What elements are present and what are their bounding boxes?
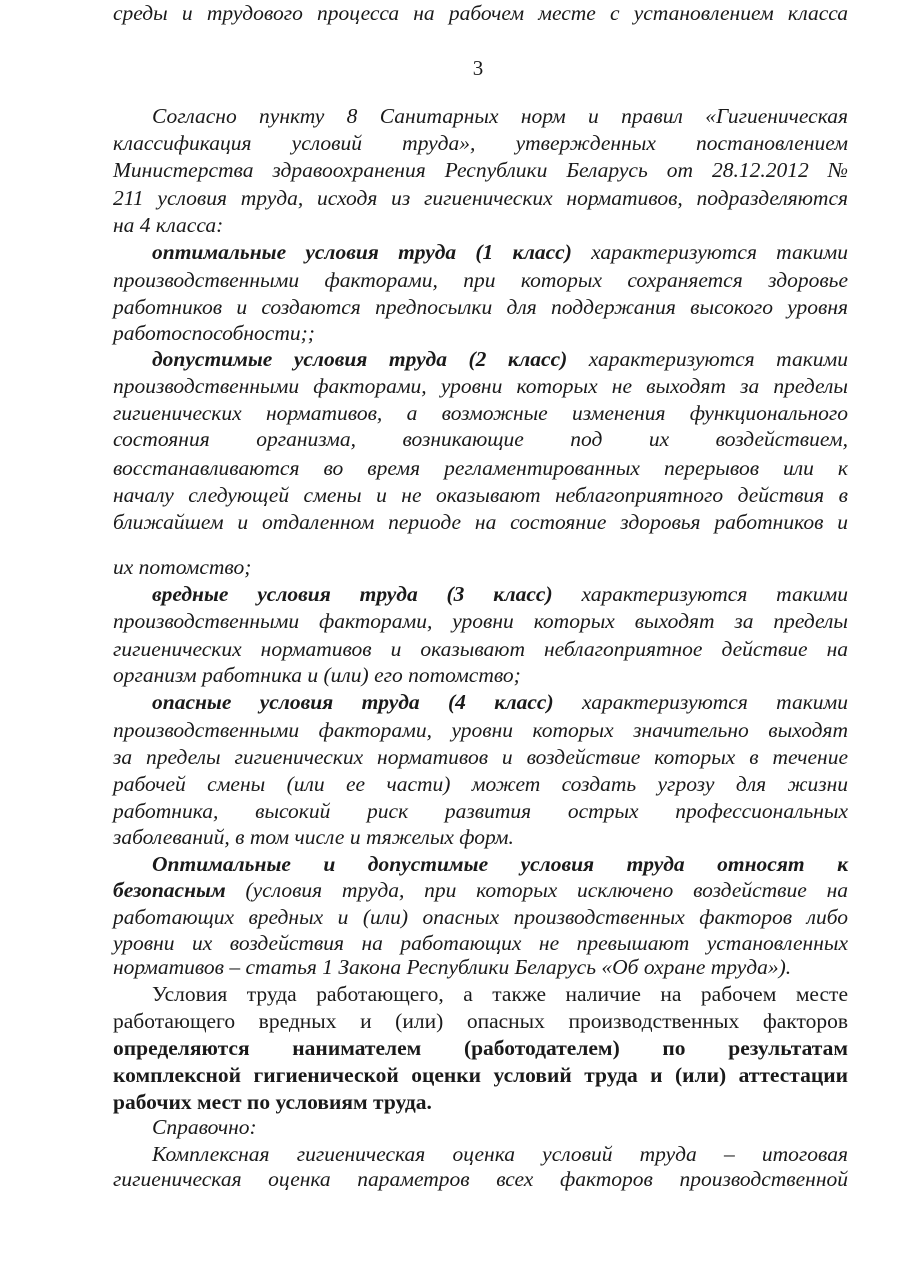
text-line — [113, 771, 848, 797]
text-segment: работающего вредных и (или) опасных производственных факторов — [113, 1009, 848, 1033]
text-line — [113, 0, 848, 26]
text-segment: классификация условий труда», утвержденных постановлением — [113, 131, 848, 155]
text-line — [113, 904, 848, 930]
text-line — [152, 851, 848, 877]
text-segment: работоспособности;; — [113, 321, 315, 345]
text-segment: оптимальные условия труда (1 класс) — [152, 240, 572, 264]
text-segment: их потомство; — [113, 555, 252, 579]
text-line — [113, 1008, 848, 1034]
text-line — [152, 1141, 848, 1167]
text-line — [113, 455, 848, 481]
text-line — [113, 426, 848, 452]
text-line — [113, 954, 848, 980]
text-line — [113, 1035, 848, 1061]
text-line — [152, 346, 848, 372]
text-segment: ближайшем и отдаленном периоде на состояние здоровья работников и — [113, 510, 848, 534]
text-line — [113, 717, 848, 743]
text-segment: заболеваний, в том числе и тяжелых форм. — [113, 825, 514, 849]
text-line — [113, 509, 848, 535]
text-segment: нормативов – статья 1 Закона Республики Беларусь «Об охране труда»). — [113, 955, 792, 979]
text-segment: характеризуются такими — [567, 347, 848, 371]
text-line — [152, 1114, 848, 1140]
text-segment: опасные условия труда (4 класс) — [152, 690, 554, 714]
text-segment: среды и трудового процесса на рабочем месте с установлением класса — [113, 1, 848, 25]
text-line — [113, 1166, 848, 1192]
text-segment: характеризуются такими — [553, 690, 848, 714]
text-segment: Согласно пункту 8 Санитарных норм и правил «Гигиеническая — [152, 104, 848, 128]
page-number: 3 — [472, 56, 484, 80]
text-line — [113, 636, 848, 662]
text-line — [113, 662, 848, 688]
text-line — [113, 294, 848, 320]
text-segment: Министерства здравоохранения Республики Беларусь от 28.12.2012 № — [113, 158, 848, 182]
text-line — [113, 185, 848, 211]
text-line — [113, 482, 848, 508]
text-line — [152, 239, 848, 265]
text-segment: Оптимальные и допустимые условия труда относят к — [152, 852, 848, 876]
text-segment: работника, высокий риск развития острых профессиональных — [113, 799, 848, 823]
text-line — [113, 130, 848, 156]
text-segment: определяются нанимателем (работодателем) по результатам — [113, 1036, 848, 1060]
text-line — [152, 981, 848, 1007]
text-line — [152, 689, 848, 715]
text-segment: на 4 класса: — [113, 213, 224, 237]
text-line — [113, 212, 848, 238]
text-segment: комплексной гигиенической оценки условий труда и (или) аттестации — [113, 1063, 848, 1087]
text-segment: Справочно: — [152, 1115, 257, 1139]
text-segment: производственными факторами, при которых сохраняется здоровье — [113, 268, 848, 292]
text-segment: безопасным — [113, 878, 226, 902]
text-line — [113, 1089, 848, 1115]
text-segment: работников и создаются предпосылки для поддержания высокого уровня — [113, 295, 848, 319]
text-line — [113, 877, 848, 903]
text-line — [152, 581, 848, 607]
text-segment: за пределы гигиенических нормативов и воздействие которых в течение — [113, 745, 848, 769]
text-segment: началу следующей смены и не оказывают неблагоприятного действия в — [113, 483, 848, 507]
text-segment: производственными факторами, уровни которых не выходят за пределы — [113, 374, 848, 398]
text-line — [152, 103, 848, 129]
text-segment: уровни их воздействия на работающих не превышают установленных — [113, 931, 848, 955]
text-segment: рабочей смены (или ее части) может создать угрозу для жизни — [113, 772, 848, 796]
text-segment: вредные условия труда (3 класс) — [152, 582, 553, 606]
text-line — [113, 824, 848, 850]
text-line — [113, 930, 848, 956]
text-segment: Условия труда работающего, а также наличие на рабочем месте — [152, 982, 848, 1006]
text-segment: производственными факторами, уровни которых выходят за пределы — [113, 609, 848, 633]
text-segment: характеризуются такими — [571, 240, 848, 264]
text-segment: гигиеническая оценка параметров всех факторов производственной — [113, 1167, 848, 1191]
text-segment: характеризуются такими — [552, 582, 848, 606]
text-line — [113, 400, 848, 426]
text-line — [113, 157, 848, 183]
text-segment: работающих вредных и (или) опасных производственных факторов либо — [113, 905, 848, 929]
text-line — [113, 608, 848, 634]
text-segment: производственными факторами, уровни которых значительно выходят — [113, 718, 848, 742]
text-line — [113, 798, 848, 824]
text-segment: Комплексная гигиеническая оценка условий труда – итоговая — [152, 1142, 848, 1166]
text-segment: восстанавливаются во время регламентированных перерывов или к — [113, 456, 848, 480]
text-segment: (условия труда, при которых исключено воздействие на — [225, 878, 848, 902]
text-segment: рабочих мест по условиям труда. — [113, 1090, 432, 1114]
text-line — [113, 373, 848, 399]
text-line — [113, 320, 848, 346]
text-segment: гигиенических нормативов, а возможные изменения функционального — [113, 401, 848, 425]
text-segment: состояния организма, возникающие под их воздействием, — [113, 427, 848, 451]
text-line — [113, 267, 848, 293]
text-segment: гигиенических нормативов и оказывают неблагоприятное действие на — [113, 637, 848, 661]
text-line — [113, 554, 848, 580]
text-segment: 211 условия труда, исходя из гигиенических нормативов, подразделяются — [113, 186, 848, 210]
text-segment: допустимые условия труда (2 класс) — [152, 347, 568, 371]
text-segment: организм работника и (или) его потомство; — [113, 663, 521, 687]
text-line — [113, 744, 848, 770]
text-line — [113, 1062, 848, 1088]
